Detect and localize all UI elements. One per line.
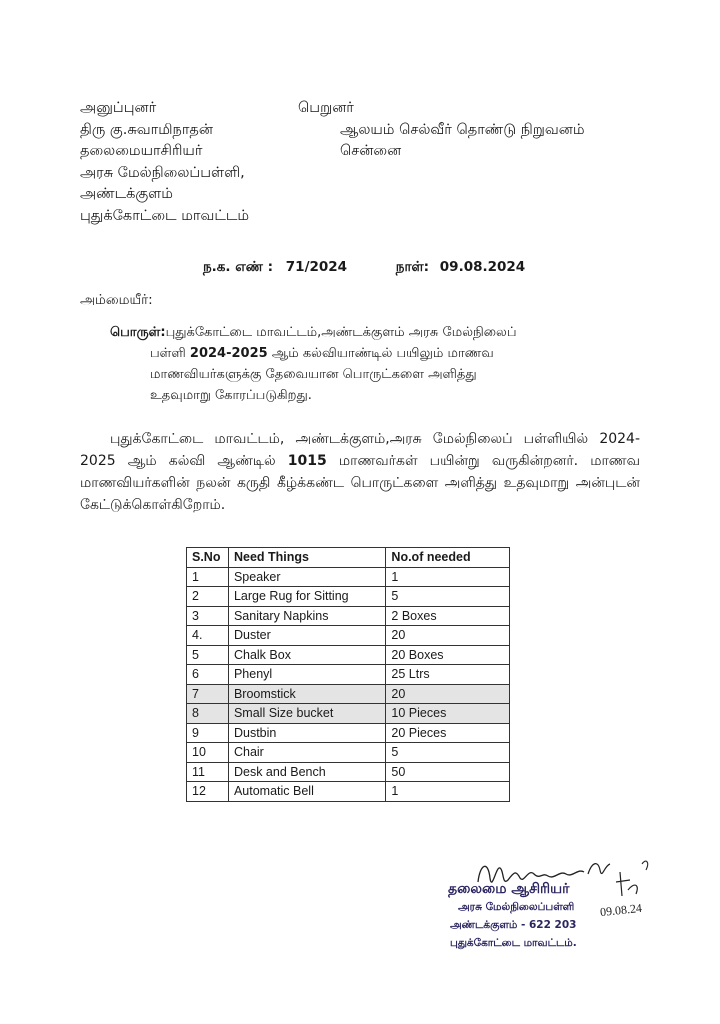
cell-item: Speaker [228, 567, 385, 587]
cell-item: Small Size bucket [228, 704, 385, 724]
headmaster-stamp [448, 880, 577, 952]
body-part-2: மாணவர்கள் பயின்று வருகின்றனர். மாணவ மாணவியர்களின் நலன் கருதி கீழ்க்கண்ட பொருட்களை அளித்து உதவுமாறு அன்புடன் கேட்டுக்கொள்கிறோம். [80, 453, 641, 513]
cell-sno: 7 [187, 684, 229, 704]
cell-item: Phenyl [228, 665, 385, 685]
subject-line-2 [110, 343, 640, 364]
cell-qty: 10 Pieces [386, 704, 510, 724]
cell-qty: 5 [386, 587, 510, 607]
sender-village: அண்டக்குளம் [80, 186, 173, 202]
recipient-organization: ஆலயம் செல்வீர் தொண்டு நிறுவனம் [340, 121, 585, 138]
sender-designation: தலைமையாசிரியர் [80, 143, 203, 159]
cell-item: Automatic Bell [228, 782, 385, 802]
table-row [187, 567, 510, 587]
header-need-things: Need Things [228, 548, 385, 568]
cell-item: Chair [228, 743, 385, 763]
cell-qty: 20 [386, 626, 510, 646]
body-part-1: புதுக்கோட்டை மாவட்டம், அண்டக்குளம்,அரசு மேல்நிலைப் பள்ளியில் 2024-2025 ஆம் கல்வி ஆண்டில் [80, 431, 640, 469]
recipient-block [298, 98, 585, 163]
table-row [187, 665, 510, 685]
table-row [187, 762, 510, 782]
table-row [187, 606, 510, 626]
cell-sno: 8 [187, 704, 229, 724]
subject-block [110, 322, 640, 406]
sender-heading: அனுப்புனர் [80, 100, 157, 116]
table-row [187, 782, 510, 802]
salutation: அம்மையீர்: [80, 292, 153, 308]
cell-item: Broomstick [228, 684, 385, 704]
subject-line-2a: பள்ளி [150, 346, 186, 361]
cell-item: Desk and Bench [228, 762, 385, 782]
cell-sno: 11 [187, 762, 229, 782]
subject-year: 2024-2025 [189, 346, 268, 361]
sender-district: புதுக்கோட்டை மாவட்டம் [80, 207, 250, 224]
cell-item: Chalk Box [228, 645, 385, 665]
cell-qty: 1 [386, 782, 510, 802]
cell-sno: 12 [187, 782, 229, 802]
cell-qty: 5 [386, 743, 510, 763]
cell-qty: 50 [386, 762, 510, 782]
subject-line-1: புதுக்கோட்டை மாவட்டம்,அண்டக்குளம் அரசு மேல்நிலைப் [165, 325, 517, 340]
header-no-of-needed: No.of needed [386, 548, 510, 568]
sender-block [80, 98, 249, 227]
cell-qty: 20 Pieces [386, 723, 510, 743]
table-row [187, 723, 510, 743]
cell-sno: 5 [187, 645, 229, 665]
reference-number: 71/2024 [285, 259, 348, 275]
table-row [187, 645, 510, 665]
cell-qty: 20 [386, 684, 510, 704]
subject-line-3: மாணவியர்களுக்கு தேவையான பொருட்களை அளித்து [150, 367, 477, 382]
body-paragraph [80, 428, 640, 516]
cell-sno: 4. [187, 626, 229, 646]
subject-line-4: உதவுமாறு கோரப்படுகிறது. [150, 388, 312, 403]
reference-number-label: ந.க. எண் : [203, 259, 274, 275]
cell-qty: 1 [386, 567, 510, 587]
cell-item: Dustbin [228, 723, 385, 743]
cell-item: Large Rug for Sitting [228, 587, 385, 607]
cell-sno: 9 [187, 723, 229, 743]
cell-qty: 2 Boxes [386, 606, 510, 626]
stamp-title: தலைமை ஆசிரியர் [448, 881, 570, 897]
sender-school: அரசு மேல்நிலைப்பள்ளி, [80, 164, 245, 181]
table-row [187, 743, 510, 763]
cell-sno: 3 [187, 606, 229, 626]
table-row [187, 626, 510, 646]
reference-line [203, 259, 525, 277]
stamp-district: புதுக்கோட்டை மாவட்டம். [450, 937, 577, 949]
stamp-school: அரசு மேல்நிலைப்பள்ளி [458, 901, 575, 913]
cell-item: Sanitary Napkins [228, 606, 385, 626]
cell-qty: 20 Boxes [386, 645, 510, 665]
reference-date: 09.08.2024 [439, 259, 526, 275]
cell-sno: 1 [187, 567, 229, 587]
cell-sno: 10 [187, 743, 229, 763]
cell-item: Duster [228, 626, 385, 646]
signature-date: 09.08.24 [599, 900, 643, 920]
table-row [187, 704, 510, 724]
table-header-row [187, 548, 510, 568]
sender-name: திரு கு.சுவாமிநாதன் [80, 121, 213, 138]
table-row [187, 684, 510, 704]
cell-sno: 6 [187, 665, 229, 685]
recipient-heading: பெறுனர் [298, 100, 354, 116]
reference-date-label: நாள்: [395, 259, 430, 275]
student-count: 1015 [287, 453, 327, 469]
stamp-pin: அண்டக்குளம் - 622 203 [450, 919, 577, 931]
recipient-city: சென்னை [340, 143, 402, 159]
subject-line-2b: ஆம் கல்வியாண்டில் பயிலும் மாணவ [271, 346, 494, 361]
table-row [187, 587, 510, 607]
needs-table [186, 547, 510, 802]
cell-sno: 2 [187, 587, 229, 607]
header-sno: S.No [187, 548, 229, 568]
cell-qty: 25 Ltrs [386, 665, 510, 685]
subject-label: பொருள்: [110, 325, 166, 340]
